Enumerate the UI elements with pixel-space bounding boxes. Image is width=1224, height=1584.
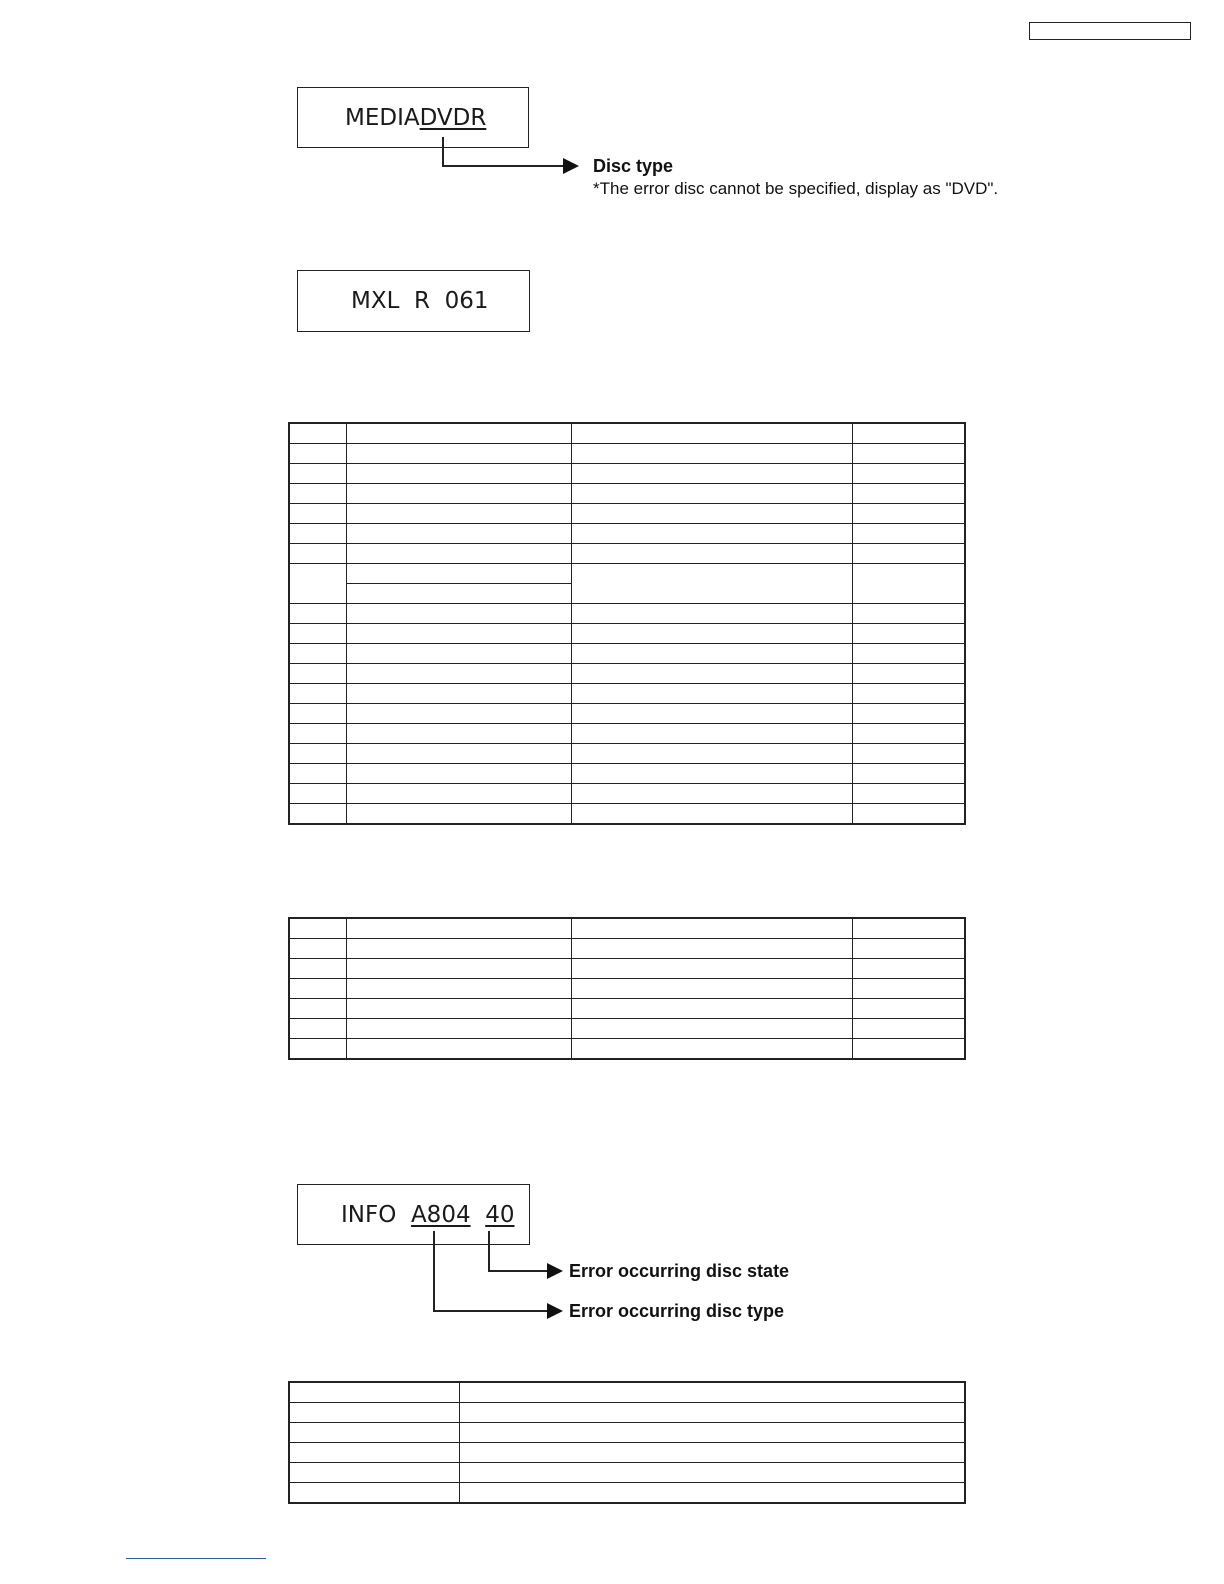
table-cell (571, 624, 852, 644)
table-cell (289, 918, 346, 939)
table-cell (346, 918, 571, 939)
table-cell (459, 1403, 965, 1423)
table-row (289, 444, 965, 464)
table-cell (571, 423, 852, 444)
table-cell (571, 524, 852, 544)
table-cell (852, 444, 965, 464)
table-cell (346, 524, 571, 544)
table-cell (852, 704, 965, 724)
table-cell (852, 939, 965, 959)
table-row (289, 1039, 965, 1060)
table-cell (852, 804, 965, 825)
arrow-icon (563, 158, 579, 174)
table-cell (346, 664, 571, 684)
table-cell (852, 979, 965, 999)
table-cell (289, 1382, 459, 1403)
table-row (289, 959, 965, 979)
table-row (289, 1019, 965, 1039)
error-table-2 (288, 917, 966, 1060)
table-cell (289, 664, 346, 684)
table-cell (289, 979, 346, 999)
table-cell (289, 804, 346, 825)
table-row (289, 1382, 965, 1403)
table-cell (571, 684, 852, 704)
table-cell (571, 664, 852, 684)
table-cell (289, 504, 346, 524)
info-type-code: A804 (410, 1201, 471, 1228)
info-display-box (297, 1184, 530, 1245)
table-cell (852, 784, 965, 804)
table-cell (289, 1019, 346, 1039)
table-cell (289, 1483, 459, 1504)
table-cell (459, 1463, 965, 1483)
table-cell (346, 704, 571, 724)
table-row (289, 999, 965, 1019)
table-row (289, 1443, 965, 1463)
mxl-text: MXL R 061 (351, 288, 489, 314)
table-cell (289, 644, 346, 664)
table-cell (459, 1443, 965, 1463)
disc-type-occurring-label: Error occurring disc type (569, 1301, 785, 1321)
table-row (289, 744, 965, 764)
table-cell (289, 444, 346, 464)
info-state-code: 40 (485, 1201, 515, 1228)
table-cell (346, 624, 571, 644)
table-cell (571, 444, 852, 464)
table-cell (346, 804, 571, 825)
table-cell (571, 504, 852, 524)
table-cell (289, 764, 346, 784)
table-row (289, 544, 965, 564)
table-cell (852, 484, 965, 504)
table-row (289, 724, 965, 744)
table-cell (852, 423, 965, 444)
media-prefix: MEDIA (345, 104, 420, 131)
table-cell (852, 504, 965, 524)
table-cell (571, 939, 852, 959)
arrow-icon (547, 1303, 563, 1319)
table-cell (346, 784, 571, 804)
table-cell (571, 724, 852, 744)
table-cell (852, 1039, 965, 1060)
table-cell (289, 544, 346, 564)
table-cell (289, 959, 346, 979)
table-cell (459, 1382, 965, 1403)
table-cell (289, 624, 346, 644)
table-row (289, 644, 965, 664)
table-row (289, 524, 965, 544)
info-table (288, 1381, 966, 1504)
table-row (289, 664, 965, 684)
table-row (289, 684, 965, 704)
table-row (289, 484, 965, 504)
table-cell (571, 1019, 852, 1039)
table-row (289, 979, 965, 999)
table-cell (459, 1483, 965, 1504)
table-cell (571, 704, 852, 724)
table-cell (346, 644, 571, 664)
table-cell (346, 999, 571, 1019)
table-cell (852, 544, 965, 564)
table-cell (289, 484, 346, 504)
table-cell (571, 999, 852, 1019)
table-cell (571, 544, 852, 564)
table-cell (289, 784, 346, 804)
table-cell (289, 1463, 459, 1483)
table-cell (459, 1423, 965, 1443)
table-cell (346, 604, 571, 624)
table-row (289, 1403, 965, 1423)
table-cell (852, 624, 965, 644)
table-cell (346, 564, 571, 584)
arrow-icon (547, 1263, 563, 1279)
table-row (289, 624, 965, 644)
table-cell (289, 744, 346, 764)
table-row (289, 423, 965, 444)
table-cell (346, 484, 571, 504)
table-cell (289, 724, 346, 744)
table-cell (346, 744, 571, 764)
table-cell (571, 604, 852, 624)
table-row (289, 1423, 965, 1443)
table-row (289, 1463, 965, 1483)
table-cell (571, 804, 852, 825)
table-cell (852, 918, 965, 939)
table-cell (571, 744, 852, 764)
type-connector-vertical (433, 1231, 435, 1311)
model-number-box (1029, 22, 1191, 40)
table-cell (289, 564, 346, 604)
table-cell (852, 664, 965, 684)
table-cell (852, 764, 965, 784)
table-cell (571, 784, 852, 804)
table-cell (346, 939, 571, 959)
table-cell (571, 484, 852, 504)
table-row (289, 1483, 965, 1504)
media-display-box (297, 87, 529, 148)
table-cell (289, 939, 346, 959)
table-cell (289, 604, 346, 624)
table-cell (289, 464, 346, 484)
table-cell (346, 979, 571, 999)
table-cell (289, 423, 346, 444)
table-cell (852, 644, 965, 664)
table-cell (289, 684, 346, 704)
disc-type-label: Disc type (593, 156, 674, 176)
table-cell (346, 544, 571, 564)
table-row (289, 939, 965, 959)
table-cell (852, 684, 965, 704)
table-cell (571, 644, 852, 664)
table-cell (852, 999, 965, 1019)
table-cell (852, 1019, 965, 1039)
table-cell (571, 918, 852, 939)
table-cell (852, 959, 965, 979)
table-cell (571, 959, 852, 979)
media-disc-code: DVDR (419, 104, 487, 131)
table-cell (346, 1019, 571, 1039)
table-cell (346, 464, 571, 484)
table-cell (289, 524, 346, 544)
table-row (289, 784, 965, 804)
footer-link-underline[interactable] (126, 1558, 266, 1559)
table-cell (571, 764, 852, 784)
table-row (289, 604, 965, 624)
disc-type-note: *The error disc cannot be specified, display as "DVD". (593, 179, 999, 198)
table-cell (289, 1403, 459, 1423)
table-cell (289, 704, 346, 724)
table-cell (852, 744, 965, 764)
table-cell (571, 564, 852, 604)
media-connector-vertical (442, 137, 444, 166)
table-cell (346, 959, 571, 979)
table-cell (289, 1039, 346, 1060)
error-table-1 (288, 422, 966, 825)
table-cell (346, 504, 571, 524)
table-row (289, 464, 965, 484)
table-row (289, 504, 965, 524)
disc-state-label: Error occurring disc state (569, 1261, 790, 1281)
table-cell (289, 999, 346, 1019)
table-cell (346, 584, 571, 604)
table-row (289, 704, 965, 724)
table-cell (571, 1039, 852, 1060)
table-cell (346, 684, 571, 704)
table-cell (346, 724, 571, 744)
table-cell (852, 464, 965, 484)
table-cell (289, 1423, 459, 1443)
table-cell (571, 464, 852, 484)
table-cell (852, 604, 965, 624)
table-cell (571, 979, 852, 999)
info-prefix: INFO (341, 1201, 397, 1228)
table-row (289, 804, 965, 825)
table-cell (346, 764, 571, 784)
table-cell (852, 564, 965, 604)
table-cell (852, 724, 965, 744)
table-cell (289, 1443, 459, 1463)
table-row (289, 564, 965, 584)
table-cell (346, 423, 571, 444)
table-cell (852, 524, 965, 544)
table-row (289, 918, 965, 939)
mxl-display-box (297, 270, 530, 332)
table-cell (346, 1039, 571, 1060)
table-cell (346, 444, 571, 464)
table-row (289, 764, 965, 784)
state-connector-vertical (488, 1231, 490, 1271)
type-connector-horizontal (433, 1310, 548, 1312)
media-connector-horizontal (442, 165, 564, 167)
state-connector-horizontal (488, 1270, 548, 1272)
